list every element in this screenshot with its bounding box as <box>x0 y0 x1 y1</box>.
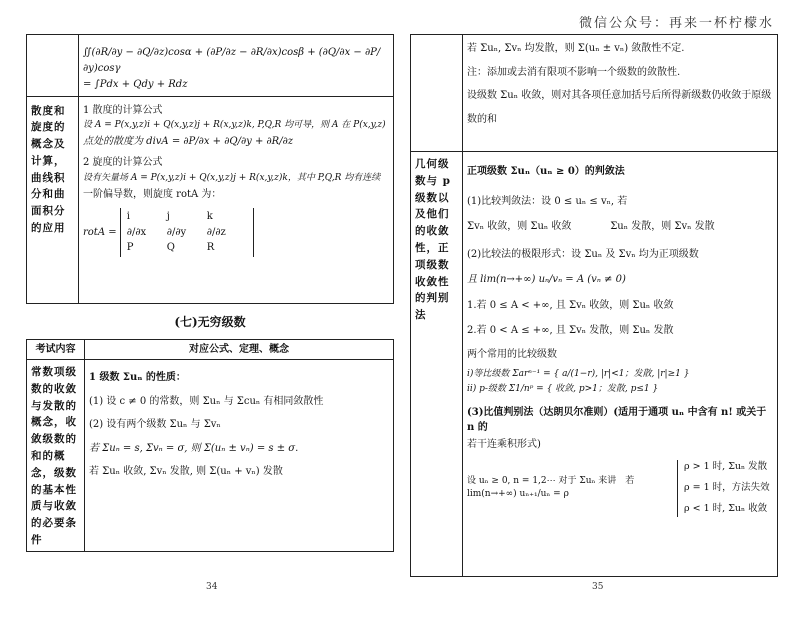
section-title: (七)无穷级数 <box>174 314 246 329</box>
p-series: ii) p-级数 Σ1/nᵖ = { 收敛, p>1；发散, p≤1 } <box>467 383 659 394</box>
right-table <box>410 34 778 577</box>
property-4: 若 Σuₙ 收敛, Σvₙ 发散, 则 Σ(uₙ + vₙ) 发散 <box>89 466 283 477</box>
positive-series-heading: 正项级数 Σuₙ（uₙ ≥ 0）的判敛法 <box>467 166 625 177</box>
limit-case-2: 2.若 0 < A ≤ +∞, 且 Σvₙ 发散，则 Σuₙ 发散 <box>467 325 674 336</box>
series-property-heading: 1 级数 Σuₙ 的性质： <box>89 372 186 383</box>
table-header-row <box>27 339 394 360</box>
det-cell: Q <box>166 242 175 254</box>
det-cell: j <box>166 211 170 223</box>
table-row <box>27 360 394 552</box>
bracket-note-line1: 设级数 Σuₙ 收敛，则对其各项任意加括号后所得新级数仍收敛于原级 <box>467 90 772 101</box>
property-2: (2) 设有两个级数 Σuₙ 与 Σvₙ <box>89 419 221 430</box>
right-page <box>410 34 778 577</box>
det-cell: P <box>126 242 134 254</box>
divergence-line1: 设 A = P(x,y,z)i + Q(x,y,z)j + R(x,y,z)k, P,Q,R 均可导，则 A 在 P(x,y,z) <box>83 120 386 130</box>
property-3: 若 Σuₙ = s, Σvₙ = σ, 则 Σ(uₙ ± vₙ) = s ± σ. <box>89 442 299 454</box>
curl-line1: 设有矢量场 A = P(x,y,z)i + Q(x,y,z)j + R(x,y,z)k，其中 P,Q,R 均有连续 <box>83 172 381 183</box>
ratio-cases <box>677 460 770 516</box>
limit-condition: 且 lim(n→+∞) uₙ/vₙ = A (vₙ ≠ 0) <box>467 274 626 285</box>
topic-cell: 几何级数与 p 级数以及他们的收敛性，正项级数收敛性的判别法 <box>411 152 463 577</box>
table-row <box>411 152 778 577</box>
common-series-title: 两个常用的比较级数 <box>467 348 557 360</box>
limit-case-1: 1.若 0 ≤ A < +∞, 且 Σvₙ 收敛，则 Σuₙ 收敛 <box>467 299 674 311</box>
header-formulas: 对应公式、定理、概念 <box>85 339 394 360</box>
left-table-bottom <box>26 339 394 552</box>
curl-line2: 一阶偏导数，则旋度 rotA 为： <box>83 188 222 200</box>
det-cell: ∂/∂z <box>206 226 226 238</box>
watermark: 微信公众号：再来一杯柠檬水 <box>578 16 774 31</box>
divergence-title: 1 散度的计算公式 <box>83 104 163 116</box>
finite-terms-note: 注：添加或去消有限项不影响一个级数的敛散性. <box>467 66 681 78</box>
divergent-sum-note: 若 Σuₙ, Σvₙ 均发散，则 Σ(uₙ ± vₙ) 敛散性不定. <box>467 43 685 54</box>
page-number-left: 34 <box>206 582 218 592</box>
ratio-test-title: (3)比值判别法（达朗贝尔准则）(适用于通项 uₙ 中含有 n! 或关于 n 的 <box>467 406 767 434</box>
curl-determinant <box>83 208 389 257</box>
comparison-test-title: (1)比较判敛法：设 0 ≤ uₙ ≤ vₙ, 若 <box>467 195 628 207</box>
det-cell: i <box>126 211 130 223</box>
table-row <box>27 35 394 97</box>
geometric-series: i)等比级数 Σarⁿ⁻¹ = { a/(1−r), |r|<1；发散, |r|≥1 } <box>467 369 690 379</box>
limit-form-title: (2)比较法的极限形式：设 Σuₙ 及 Σvₙ 均为正项级数 <box>467 248 699 260</box>
comparison-result-a: Σvₙ 收敛，则 Σuₙ 收敛 <box>467 221 572 232</box>
stokes-formula: ∬(∂R/∂y − ∂Q/∂z)cosα + (∂P/∂z − ∂R/∂x)cosβ + (∂Q/∂x − ∂P/∂y)cosγ <box>83 47 381 74</box>
ratio-test-body <box>467 460 773 516</box>
rot-label: rotA = <box>83 227 117 239</box>
topic-cell: 常数项级数的收敛与发散的概念，收敛级数的和的概念，级数的基本性质与收敛的必要条件 <box>27 360 85 552</box>
table-row <box>411 35 778 152</box>
determinant-matrix <box>120 208 254 257</box>
page-number-right: 35 <box>592 582 604 592</box>
ratio-condition: 设 uₙ ≥ 0, n = 1,2⋯ 对于 Σuₙ 来讲 若 lim(n→+∞) uₙ₊₁/uₙ = ρ <box>467 475 635 500</box>
ratio-case-2: ρ = 1 时，方法失效 <box>684 482 770 494</box>
bracket-note-line2: 数的和 <box>467 113 497 125</box>
ratio-case-3: ρ < 1 时, Σuₙ 收敛 <box>684 502 768 514</box>
property-1: (1) 设 c ≠ 0 的常数，则 Σuₙ 与 Σcuₙ 有相同敛散性 <box>89 395 324 407</box>
det-cell: ∂/∂y <box>166 226 187 238</box>
stokes-formula-result: = ∫Pdx + Qdy + Rdz <box>83 79 188 90</box>
divergence-line2: 点处的散度为 divA = ∂P/∂x + ∂Q/∂y + ∂R/∂z <box>83 135 294 147</box>
det-cell: R <box>206 242 215 254</box>
comparison-result-b: Σuₙ 发散，则 Σvₙ 发散 <box>610 221 715 232</box>
det-cell: ∂/∂x <box>126 226 147 238</box>
table-row <box>27 96 394 303</box>
ratio-test-title-cont: 若干连乘积形式) <box>467 438 541 450</box>
header-exam-content: 考试内容 <box>27 339 85 360</box>
curl-title: 2 旋度的计算公式 <box>83 157 163 169</box>
comparison-results <box>467 219 773 235</box>
topic-cell: 散度和旋度的概念及计算，曲线积分和曲面积分的应用 <box>27 96 79 303</box>
left-page <box>26 34 394 552</box>
det-cell: k <box>206 211 213 223</box>
left-table-top <box>26 34 394 304</box>
ratio-case-1: ρ > 1 时, Σuₙ 发散 <box>684 461 768 473</box>
